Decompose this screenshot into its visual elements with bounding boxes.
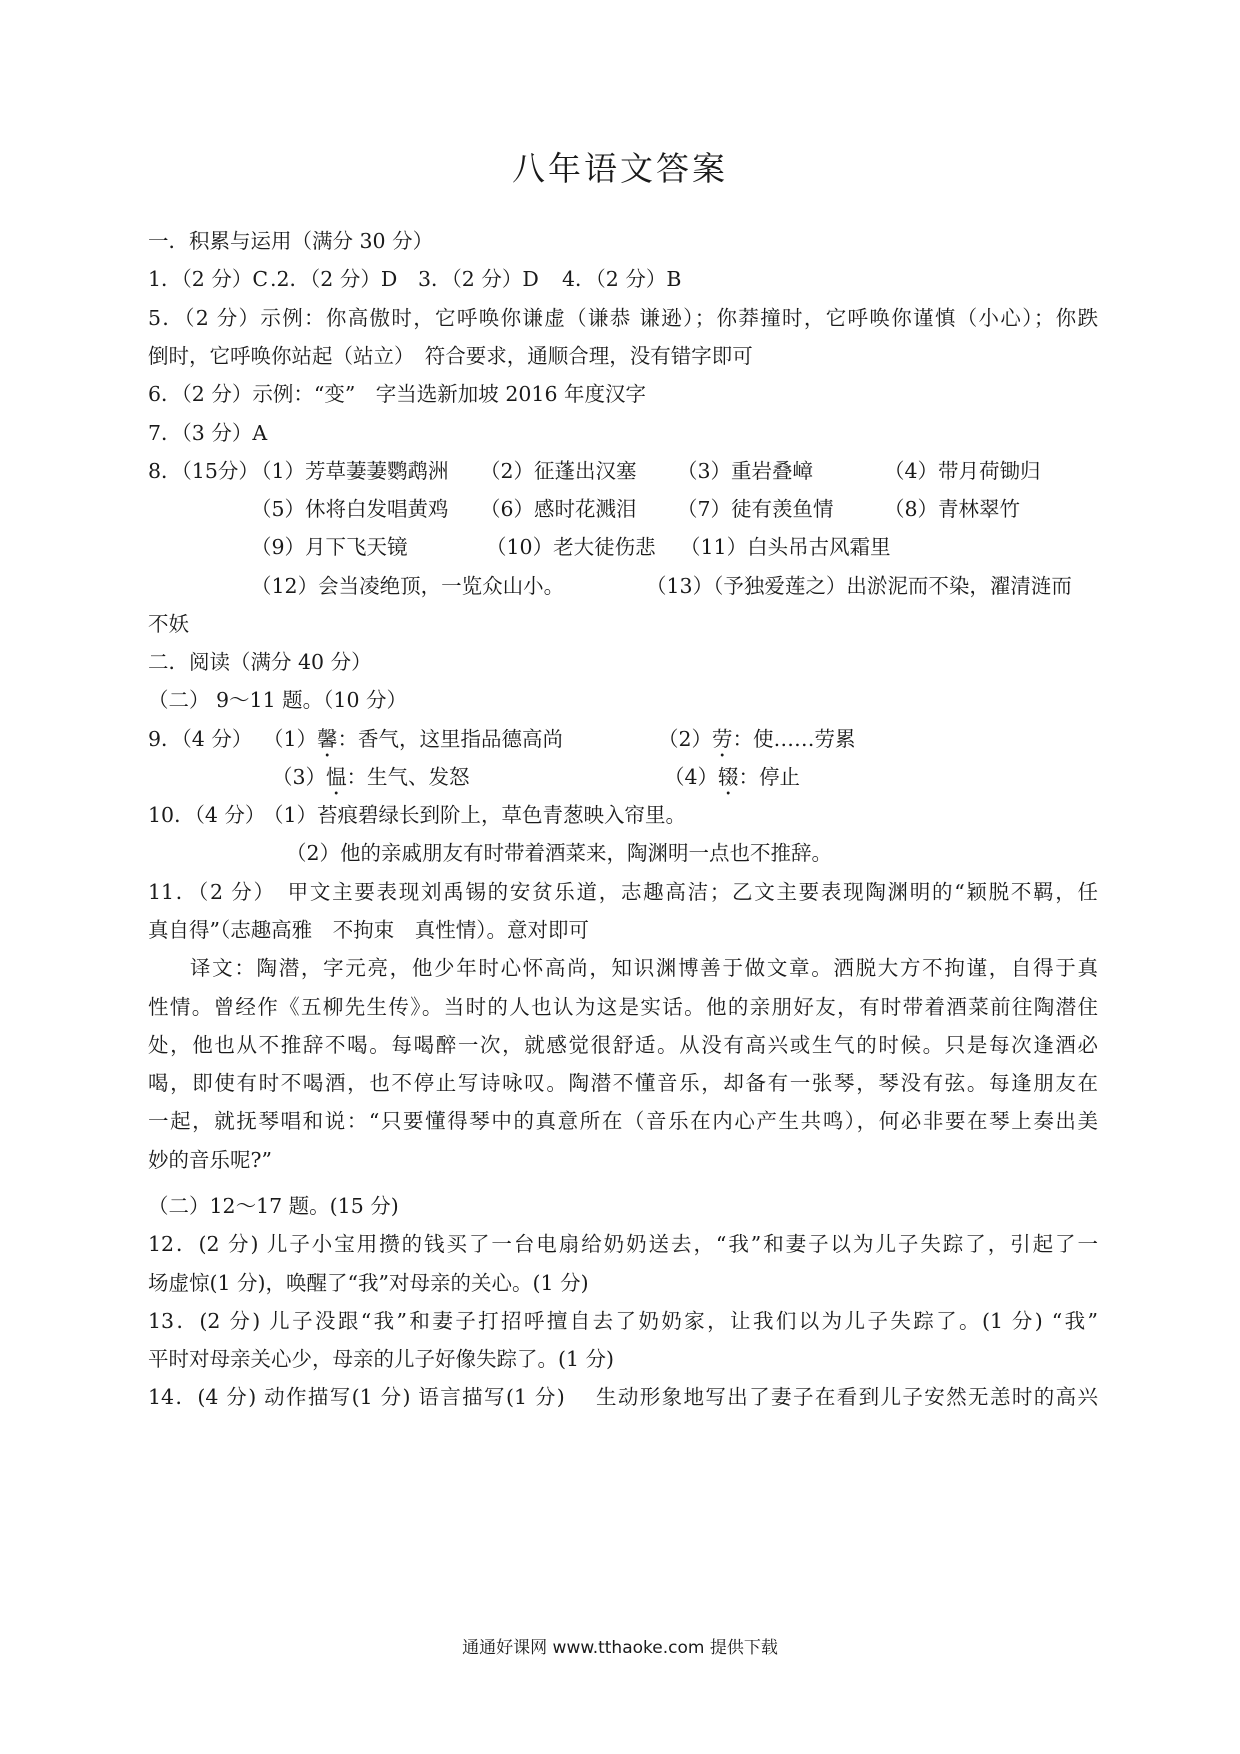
answer-12-line-2: 场虚惊(1 分)，唤醒了“我”对母亲的关心。(1 分)	[148, 1271, 589, 1295]
answer-13-line-1: 13．(2 分) 儿子没跟“我”和妻子打招呼擅自去了奶奶家，让我们以为儿子失踪了。(1 分) “我”	[148, 1309, 1098, 1333]
translation-line-1: 译文：陶潜，字元亮，他少年时心怀高尚，知识渊博善于做文章。洒脱大方不拘谨，自得于真	[190, 956, 1098, 980]
answer-10-row-1	[148, 794, 1098, 836]
answer-9-item-1: （1）馨：香气，这里指品德高尚	[263, 718, 563, 762]
answer-8-item-13: （13）（予独爱莲之）出淤泥而不染，濯清涟而	[646, 574, 1072, 598]
answer-13-line-2: 平时对母亲关心少，母亲的儿子好像失踪了。(1 分)	[148, 1347, 615, 1371]
answer-10-row-2	[148, 832, 1098, 874]
answer-14-line-1: 14．(4 分) 动作描写(1 分) 语言描写(1 分) 生动形象地写出了妻子在看到儿子安然无恙时的高兴	[148, 1385, 1098, 1409]
answer-8-item: （2）征蓬出汉塞	[480, 459, 637, 483]
section-2-heading: 二．阅读（满分 40 分）	[148, 650, 372, 674]
answer-8-row-4	[148, 565, 1098, 607]
answer-11-line-2: 真自得”（志趣高雅 不拘束 真性情）。意对即可	[148, 918, 589, 942]
answer-9-label: 9．（4 分）	[148, 727, 253, 751]
emphasis-char: 馨	[317, 727, 338, 751]
answer-10-item-1: （1）苔痕碧绿长到阶上，草色青葱映入帘里。	[263, 803, 687, 827]
answer-4: 4．（2 分）B	[562, 267, 682, 291]
answer-8-item: （1）芳草萋萋鹦鹉洲	[251, 459, 449, 483]
answer-8-row-3	[148, 526, 1098, 568]
answer-8-item: （7）徒有羡鱼情	[677, 497, 834, 521]
emphasis-char: 劳	[712, 727, 733, 751]
section-1-heading: 一．积累与运用（满分 30 分）	[148, 229, 434, 253]
answer-8-item: （8）青林翠竹	[884, 497, 1021, 521]
answer-9-row-2	[148, 756, 1098, 798]
emphasis-char: 愠	[326, 765, 347, 789]
translation-line-3: 处，他也从不推辞不喝。每喝醉一次，就感觉很舒适。从没有高兴或生气的时候。只是每次逢酒必	[148, 1033, 1098, 1057]
answer-8-item: （11）白头吊古风霜里	[680, 535, 891, 559]
answer-6: 6．（2 分）示例：“变” 字当选新加坡 2016 年度汉字	[148, 382, 647, 406]
translation-line-4: 喝，即使有时不喝酒，也不停止写诗咏叹。陶潜不懂音乐，却备有一张琴，琴没有弦。每逢朋友在	[148, 1071, 1098, 1095]
answer-9-item-3: （3）愠：生气、发怒	[272, 756, 470, 800]
answer-7: 7．（3 分）A	[148, 421, 268, 445]
answer-8-row-2	[148, 488, 1098, 530]
part-2b-heading: （二）12～17 题。(15 分)	[148, 1194, 399, 1218]
answer-9-item-4: （4）辍：停止	[664, 756, 800, 800]
translation-line-2: 性情。曾经作《五柳先生传》。当时的人也认为这是实话。他的亲朋好友，有时带着酒菜前往陶潜住	[148, 995, 1098, 1019]
answer-8-item: （6）感时花溅泪	[480, 497, 637, 521]
page-footer: 通通好课网 www.tthaoke.com 提供下载	[462, 1638, 778, 1658]
answer-2: .2．（2 分）D	[270, 267, 398, 291]
answer-3: 3．（2 分）D	[418, 267, 539, 291]
answers-1-to-4	[148, 258, 1098, 300]
translation-line-6: 妙的音乐呢?”	[148, 1148, 272, 1172]
answer-8-item-12: （12）会当凌绝顶，一览众山小。	[251, 574, 565, 598]
answer-8-label: 8．（15分）	[148, 459, 259, 483]
part-2a-heading: （二） 9～11 题。（10 分）	[148, 688, 408, 712]
answer-9-row-1	[148, 718, 1098, 760]
answer-5-line-1: 5．（2 分）示例：你高傲时，它呼唤你谦虚（谦恭 谦逊）；你莽撞时，它呼唤你谨慎（小心）；你跌	[148, 306, 1098, 330]
answer-11-line-1: 11．（2 分） 甲文主要表现刘禹锡的安贫乐道，志趣高洁；乙文主要表现陶渊明的“颖脱不羁，任	[148, 880, 1098, 904]
answer-8-row-1	[148, 450, 1098, 492]
answer-10-item-2: （2）他的亲戚朋友有时带着酒菜来，陶渊明一点也不推辞。	[286, 841, 833, 865]
answer-8-item: （10）老大徒伤悲	[486, 535, 656, 559]
emphasis-char: 辍	[718, 765, 739, 789]
answer-8-item: （5）休将白发唱黄鸡	[251, 497, 449, 521]
answer-8-item: （3）重岩叠嶂	[677, 459, 814, 483]
answer-8-item: （9）月下飞天镜	[251, 535, 408, 559]
answer-9-item-2: （2）劳：使……劳累	[658, 718, 856, 762]
answer-1: 1．（2 分）C	[148, 267, 269, 291]
answer-12-line-1: 12．(2 分) 儿子小宝用攒的钱买了一台电扇给奶奶送去，“我”和妻子以为儿子失踪了，引起了一	[148, 1232, 1098, 1256]
translation-line-5: 一起，就抚琴唱和说：“只要懂得琴中的真意所在（音乐在内心产生共鸣），何必非要在琴上奏出美	[148, 1109, 1098, 1133]
answer-8-item-13-cont: 不妖	[148, 612, 189, 636]
answer-5-line-2: 倒时，它呼唤你站起（站立） 符合要求，通顺合理，没有错字即可	[148, 344, 753, 368]
answer-8-item: （4）带月荷锄归	[884, 459, 1041, 483]
answer-10-label: 10．（4 分）	[148, 803, 266, 827]
page-title: 八年语文答案	[512, 149, 728, 188]
